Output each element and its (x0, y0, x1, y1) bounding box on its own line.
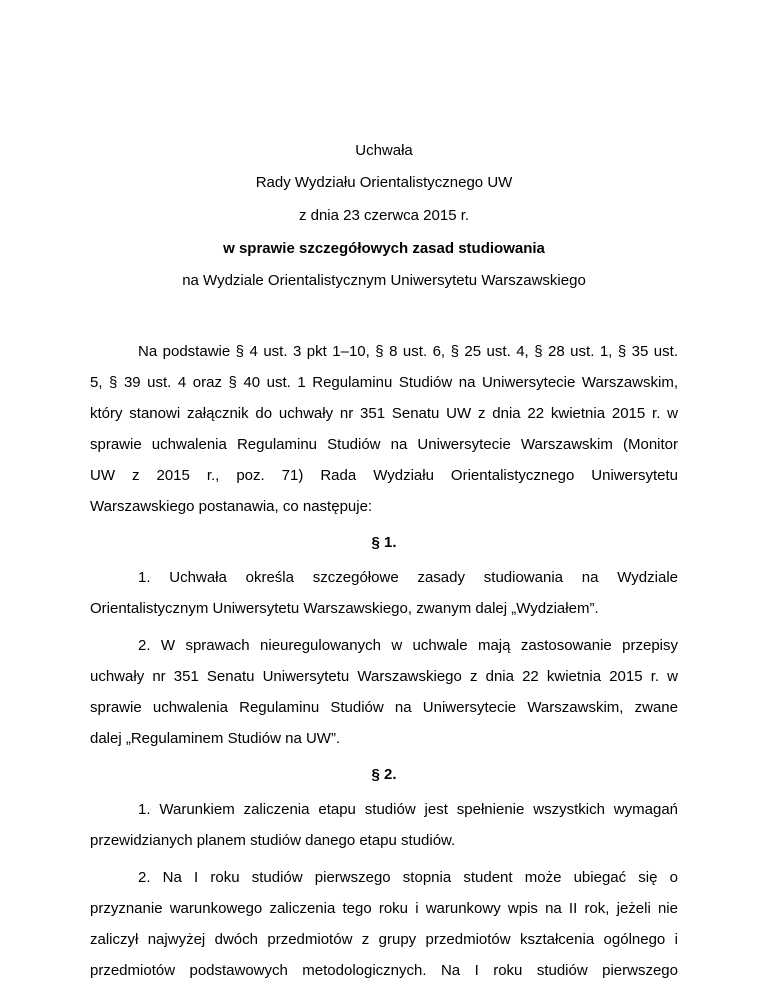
s2-p2-line: przyznanie warunkowego zaliczenia tego roku i warunkowy wpis na II rok, jeżeli nie (90, 900, 678, 917)
s2-p2-line: zaliczył najwyżej dwóch przedmiotów z grupy przedmiotów kształcenia ogólnego i (90, 931, 678, 948)
intro-line: 5, § 39 ust. 4 oraz § 40 ust. 1 Regulaminu Studiów na Uniwersytecie Warszawskim, (90, 374, 678, 391)
intro-line: sprawie uchwalenia Regulaminu Studiów na Uniwersytecie Warszawskim (Monitor (90, 436, 678, 453)
council-name: Rady Wydziału Orientalistycznego UW (255, 174, 513, 191)
section-1-title: § 1. (371, 534, 397, 551)
s2-p2-line: przedmiotów podstawowych metodologicznych. Na I roku studiów pierwszego (90, 962, 678, 979)
s2-p1-line: 1. Warunkiem zaliczenia etapu studiów jest spełnienie wszystkich wymagań (138, 801, 678, 818)
s1-p2-line: dalej „Regulaminem Studiów na UW”. (90, 730, 341, 747)
s2-p2-line: 2. Na I roku studiów pierwszego stopnia student może ubiegać się o (138, 869, 678, 886)
faculty-line: na Wydziale Orientalistycznym Uniwersytetu Warszawskiego (182, 272, 586, 289)
s2-p1-line: przewidzianych planem studiów danego etapu studiów. (90, 832, 456, 849)
section-2-title: § 2. (371, 766, 397, 783)
intro-line: Warszawskiego postanawia, co następuje: (90, 498, 373, 515)
s1-p2-line: uchwały nr 351 Senatu Uniwersytetu Warszawskiego z dnia 22 kwietnia 2015 r. w (90, 668, 678, 685)
intro-line: UW z 2015 r., poz. 71) Rada Wydziału Orientalistycznego Uniwersytetu (90, 467, 678, 484)
intro-line: który stanowi załącznik do uchwały nr 351 Senatu UW z dnia 22 kwietnia 2015 r. w (90, 405, 678, 422)
resolution-title: Uchwała (355, 142, 413, 159)
s1-p2-line: sprawie uchwalenia Regulaminu Studiów na Uniwersytecie Warszawskim, zwane (90, 699, 678, 716)
intro-line: Na podstawie § 4 ust. 3 pkt 1–10, § 8 ust. 6, § 25 ust. 4, § 28 ust. 1, § 35 ust. (138, 343, 678, 360)
resolution-date: z dnia 23 czerwca 2015 r. (298, 207, 470, 224)
s1-p1-line: Orientalistycznym Uniwersytetu Warszawskiego, zwanym dalej „Wydziałem”. (90, 600, 599, 617)
resolution-subject: w sprawie szczegółowych zasad studiowania (223, 240, 545, 257)
s1-p2-line: 2. W sprawach nieuregulowanych w uchwale mają zastosowanie przepisy (138, 637, 678, 654)
s1-p1-line: 1. Uchwała określa szczegółowe zasady studiowania na Wydziale (138, 569, 678, 586)
